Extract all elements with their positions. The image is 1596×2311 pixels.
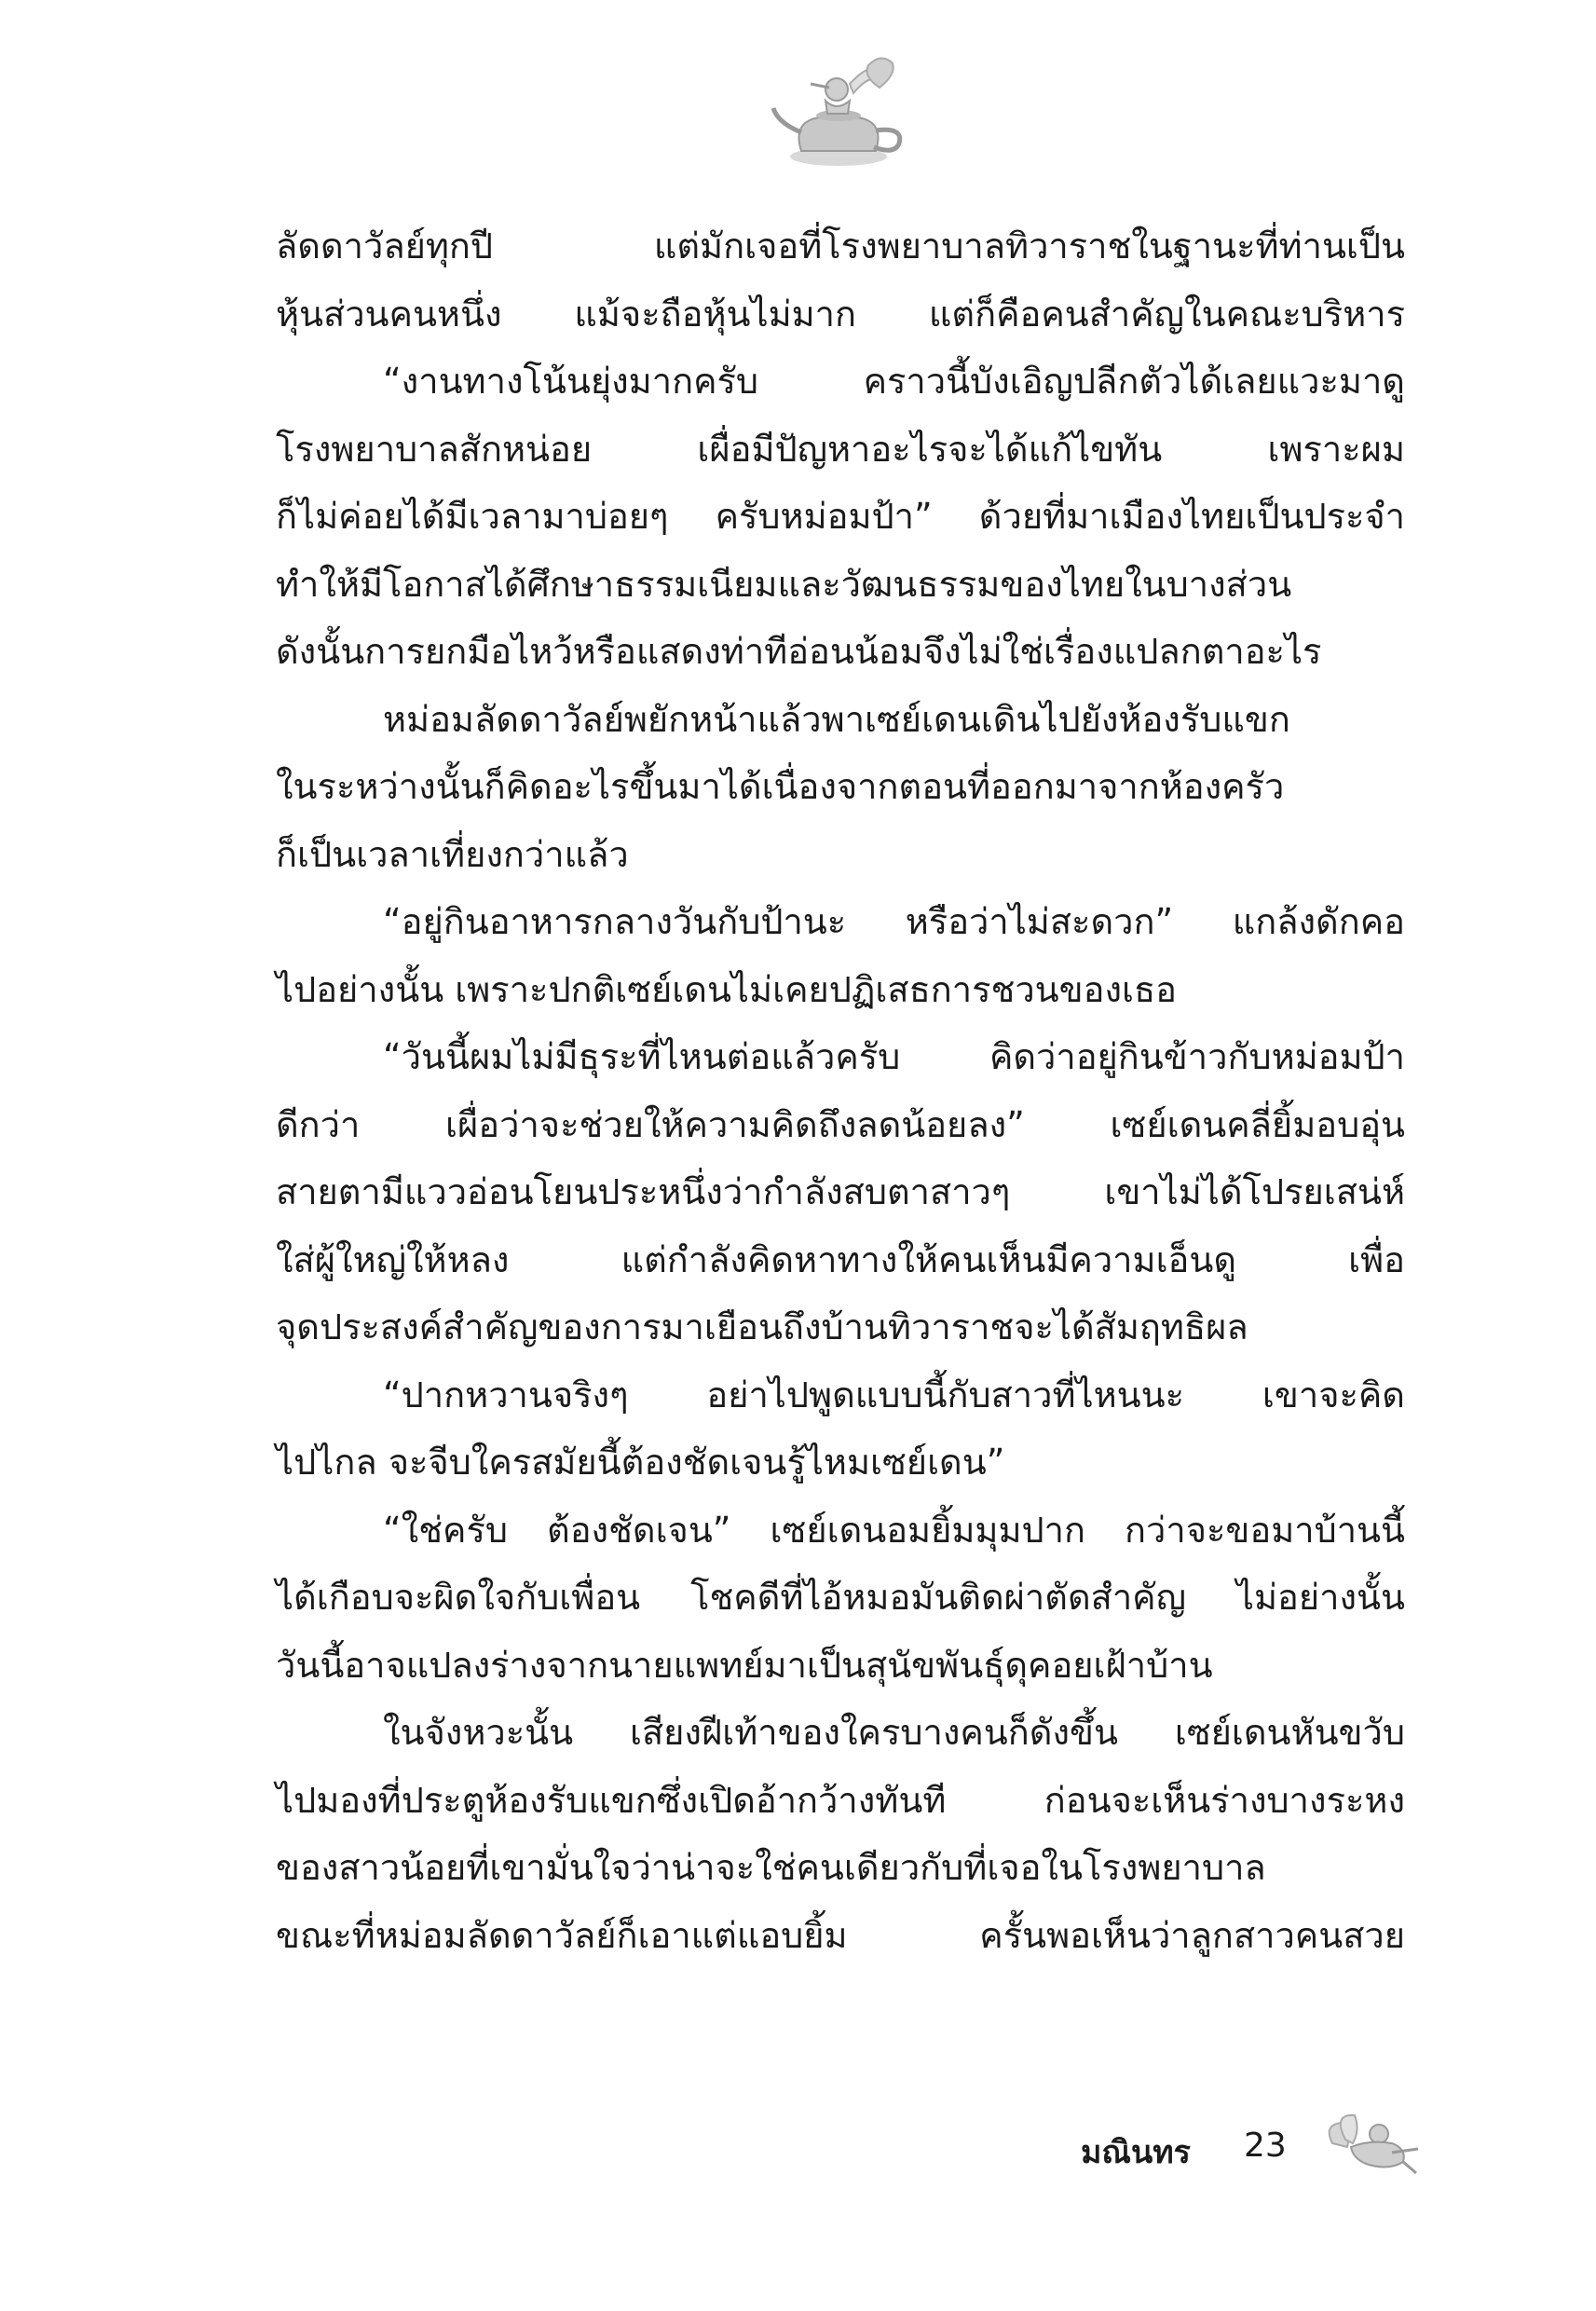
text-line: ก็เป็นเวลาเที่ยงกว่าแล้ว bbox=[276, 833, 629, 875]
text-line: ไปไกล จะจีบใครสมัยนี้ต้องชัดเจนรู้ไหมเซย์เดน” bbox=[276, 1442, 1005, 1483]
text-line: สายตามีแววอ่อนโยนประหนึ่งว่ากำลังสบตาสาวๆ เขาไม่ได้โปรยเสน่ห์ bbox=[276, 1171, 1405, 1212]
text-line: ได้เกือบจะผิดใจกับเพื่อน โชคดีที่ไอ้หมอมันติดผ่าตัดสำคัญ ไม่อย่างนั้น bbox=[276, 1577, 1405, 1618]
text-line: ในระหว่างนั้นก็คิดอะไรขึ้นมาได้เนื่องจากตอนที่ออกมาจากห้องครัว bbox=[276, 766, 1285, 807]
body-text bbox=[276, 212, 1405, 1969]
page-number: 23 bbox=[1244, 2126, 1287, 2165]
text-line: โรงพยาบาลสักหน่อย เผื่อมีปัญหาอะไรจะได้แก้ไขทัน เพราะผม bbox=[276, 428, 1405, 470]
text-line: ใส่ผู้ใหญ่ให้หลง แต่กำลังคิดหาทางให้คนเห็นมีความเอ็นดู เพื่อ bbox=[276, 1238, 1405, 1280]
text-line: ของสาวน้อยที่เขามั่นใจว่าน่าจะใช่คนเดียวกับที่เจอในโรงพยาบาล bbox=[276, 1847, 1266, 1888]
text-line: วันนี้อาจแปลงร่างจากนายแพทย์มาเป็นสุนัขพันธุ์ดุคอยเฝ้าบ้าน bbox=[276, 1644, 1213, 1686]
cupid-teapot-icon bbox=[764, 47, 913, 177]
text-line: “งานทางโน้นยุ่งมากครับ คราวนี้บังเอิญปลีกตัวได้เลยแวะมาดู bbox=[383, 361, 1405, 402]
text-line: ลัดดาวัลย์ทุกปี แต่มักเจอที่โรงพยาบาลทิวาราชในฐานะที่ท่านเป็น bbox=[276, 226, 1405, 267]
text-line: จุดประสงค์สำคัญของการมาเยือนถึงบ้านทิวาราชจะได้สัมฤทธิผล bbox=[276, 1306, 1248, 1347]
text-line: หุ้นส่วนคนหนึ่ง แม้จะถือหุ้นไม่มาก แต่ก็คือคนสำคัญในคณะบริหาร bbox=[276, 293, 1405, 335]
text-line: ดังนั้นการยกมือไหว้หรือแสดงท่าทีอ่อนน้อมจึงไม่ใช่เรื่องแปลกตาอะไร bbox=[276, 631, 1322, 672]
text-line: ไปมองที่ประตูห้องรับแขกซึ่งเปิดอ้ากว้างทันที ก่อนจะเห็นร่างบางระหง bbox=[276, 1779, 1405, 1821]
text-line: ทำให้มีโอกาสได้ศึกษาธรรมเนียมและวัฒนธรรมของไทยในบางส่วน bbox=[276, 563, 1292, 605]
cupid-icon bbox=[1314, 2106, 1425, 2181]
book-title: มณินทร bbox=[1081, 2134, 1191, 2171]
text-line: ดีกว่า เผื่อว่าจะช่วยให้ความคิดถึงลดน้อยลง” เซย์เดนคลี่ยิ้มอบอุ่น bbox=[276, 1103, 1405, 1145]
text-line: ไปอย่างนั้น เพราะปกติเซย์เดนไม่เคยปฏิเสธการชวนของเธอ bbox=[276, 968, 1177, 1010]
page-footer bbox=[1081, 2106, 1453, 2181]
text-line: ก็ไม่ค่อยได้มีเวลามาบ่อยๆ ครับหม่อมป้า” ด้วยที่มาเมืองไทยเป็นประจำ bbox=[276, 496, 1405, 537]
text-line: “ปากหวานจริงๆ อย่าไปพูดแบบนี้กับสาวที่ไหนนะ เขาจะคิด bbox=[383, 1374, 1405, 1415]
text-line: “อยู่กินอาหารกลางวันกับป้านะ หรือว่าไม่สะดวก” แกล้งดักคอ bbox=[383, 901, 1405, 942]
text-line: “วันนี้ผมไม่มีธุระที่ไหนต่อแล้วครับ คิดว่าอยู่กินข้าวกับหม่อมป้า bbox=[383, 1036, 1405, 1077]
text-line: ขณะที่หม่อมลัดดาวัลย์ก็เอาแต่แอบยิ้ม ครั้นพอเห็นว่าลูกสาวคนสวย bbox=[276, 1914, 1405, 1956]
text-line: “ใช่ครับ ต้องชัดเจน” เซย์เดนอมยิ้มมุมปาก กว่าจะขอมาบ้านนี้ bbox=[383, 1509, 1405, 1551]
text-line: ในจังหวะนั้น เสียงฝีเท้าของใครบางคนก็ดังขึ้น เซย์เดนหันขวับ bbox=[383, 1712, 1405, 1753]
text-line: หม่อมลัดดาวัลย์พยักหน้าแล้วพาเซย์เดนเดินไปยังห้องรับแขก bbox=[383, 698, 1290, 740]
